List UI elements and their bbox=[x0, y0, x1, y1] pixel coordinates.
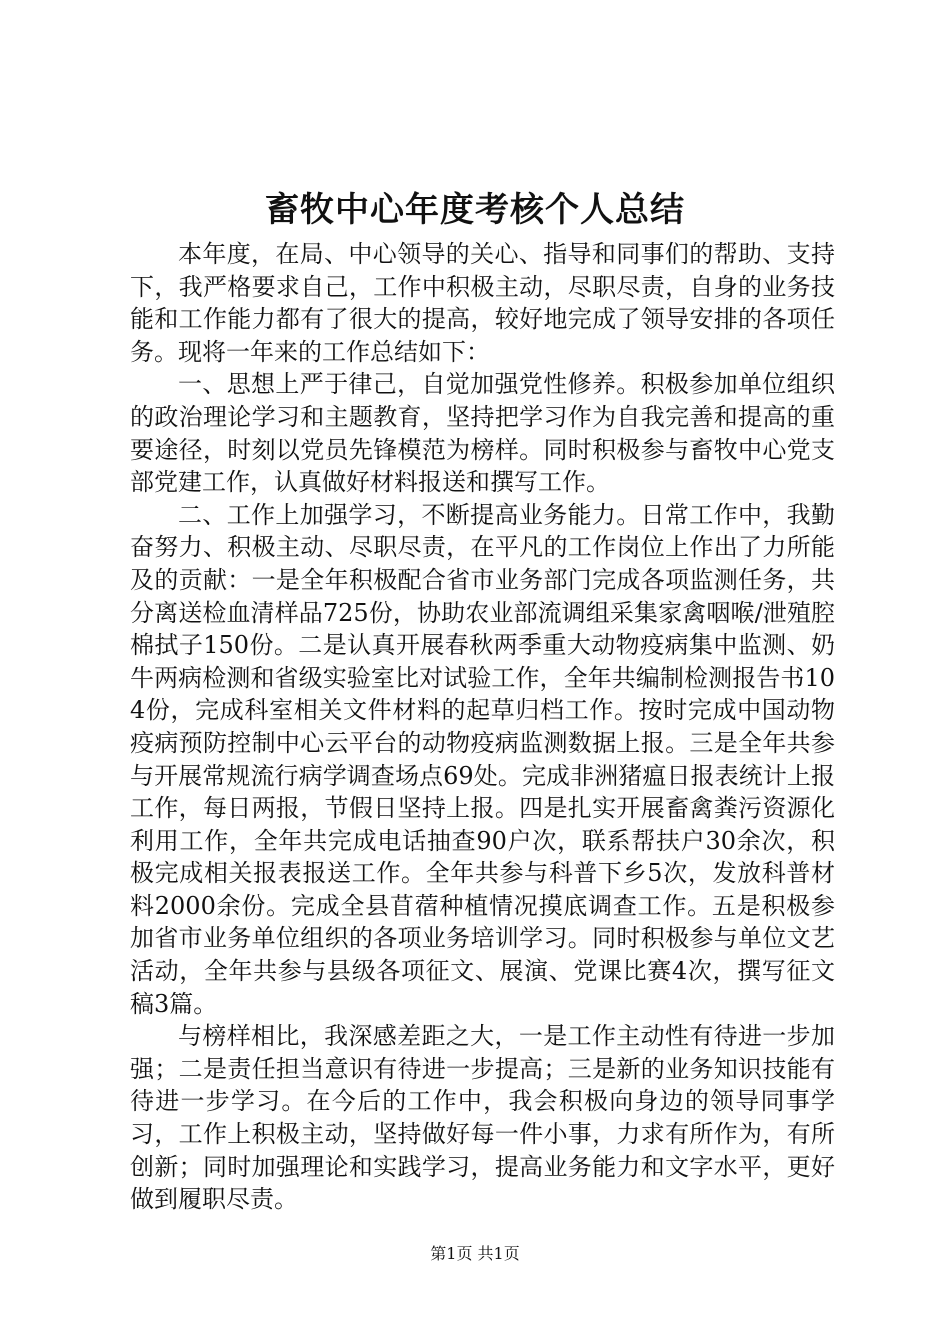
paragraph-conclusion: 与榜样相比，我深感差距之大，一是工作主动性有待进一步加强；二是责任担当意识有待进一步提高；三是新的业务知识技能有待进一步学习。在今后的工作中，我会积极向身边的领导同事学习，工作上积极主动，坚持做好每一件小事，力求有所作为，有所创新；同时加强理论和实践学习，提高业务能力和文字水平，更好做到履职尽责。 bbox=[130, 1022, 835, 1214]
document-body bbox=[130, 238, 835, 1216]
page-title: 畜牧中心年度考核个人总结 bbox=[265, 190, 685, 230]
paragraph-intro: 本年度，在局、中心领导的关心、指导和同事们的帮助、支持下，我严格要求自己，工作中积极主动，尽职尽责，自身的业务技能和工作能力都有了很大的提高，较好地完成了领导安排的各项任务。现将一年来的工作总结如下： bbox=[130, 240, 835, 366]
paragraph-section-two: 二、工作上加强学习，不断提高业务能力。日常工作中，我勤奋努力、积极主动、尽职尽责，在平凡的工作岗位上作出了力所能及的贡献：一是全年积极配合省市业务部门完成各项监测任务，共分离送检血清样品725份，协助农业部流调组采集家禽咽喉/泄殖腔棉拭子150份。二是认真开展春秋两季重大动物疫病集中监测、奶牛两病检测和省级实验室比对试验工作，全年共编制检测报告书104份，完成科室相关文件材料的起草归档工作。按时完成中国动物疫病预防控制中心云平台的动物疫病监测数据上报。三是全年共参与开展常规流行病学调查场点69处。完成非洲猪瘟日报表统计上报工作，每日两报，节假日坚持上报。四是扎实开展畜禽粪污资源化利用工作，全年共完成电话抽查90户次，联系帮扶户30余次，积极完成相关报表报送工作。全年共参与科普下乡5次，发放科普材料2000余份。完成全县苜蓿种植情况摸底调查工作。五是积极参加省市业务单位组织的各项业务培训学习。同时积极参与单位文艺活动，全年共参与县级各项征文、展演、党课比赛4次，撰写征文稿3篇。 bbox=[130, 500, 835, 1018]
page-footer: 第1页 共1页 bbox=[430, 1244, 520, 1263]
paragraph-section-one: 一、思想上严于律己，自觉加强党性修养。积极参加单位组织的政治理论学习和主题教育，坚持把学习作为自我完善和提高的重要途径，时刻以党员先锋模范为榜样。同时积极参与畜牧中心党支部党建工作，认真做好材料报送和撰写工作。 bbox=[130, 370, 835, 497]
